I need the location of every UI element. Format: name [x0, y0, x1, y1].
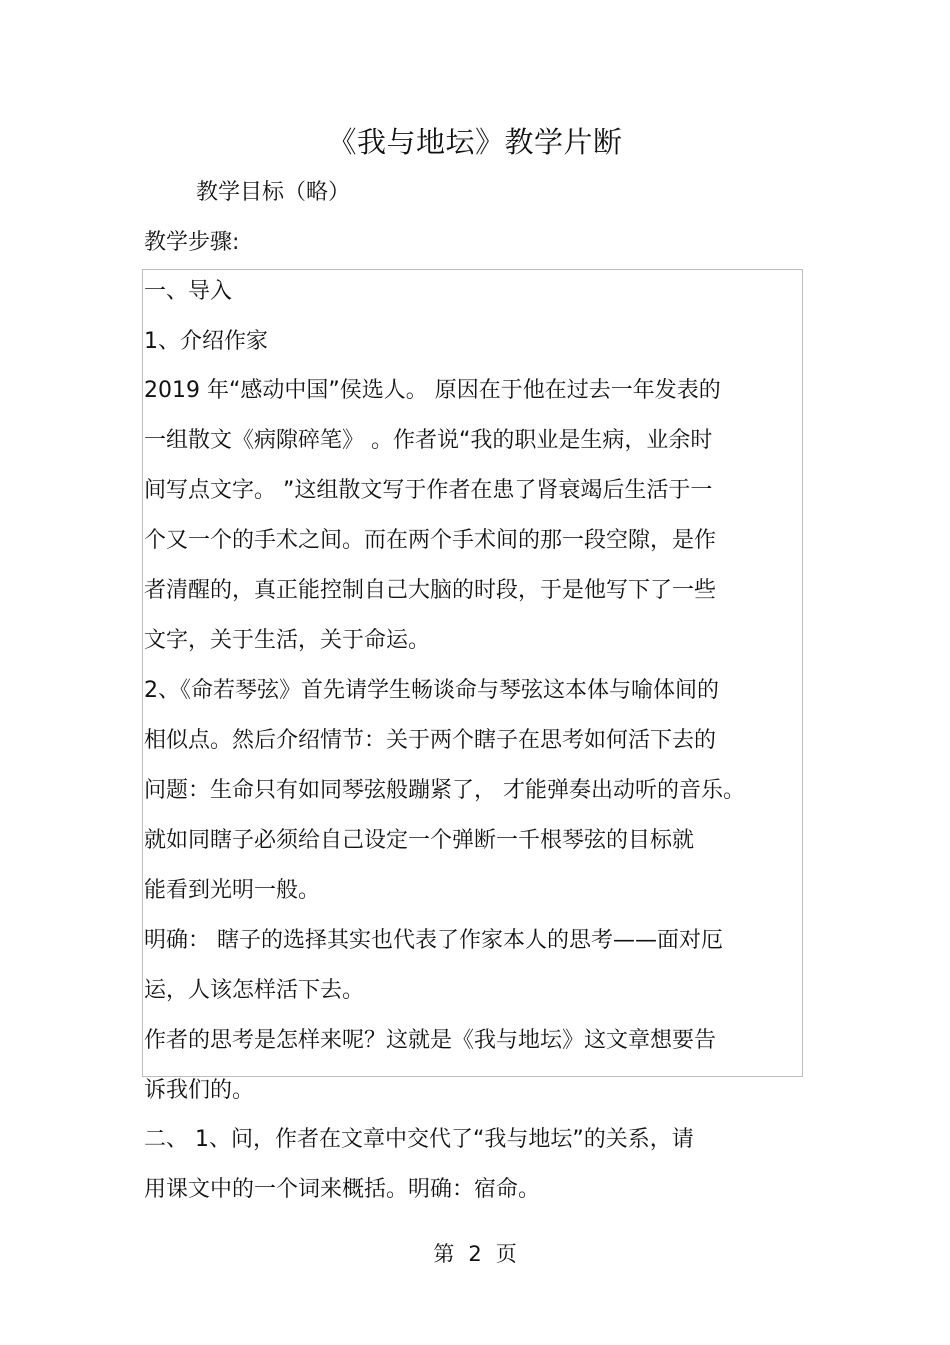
- text-line: 就如同瞎子必须给自己设定一个弹断一千根琴弦的目标就: [144, 828, 695, 853]
- page-suffix: 页: [495, 1242, 517, 1266]
- text-line: 一、导入: [144, 279, 233, 304]
- text-line: 作者的思考是怎样来呢？这就是《我与地坛》这文章想要告: [144, 1028, 717, 1053]
- text-line: 二、 1、问，作者在文章中交代了“我与地坛”的关系，请: [144, 1127, 694, 1152]
- text-line: 相似点。然后介绍情节：关于两个瞎子在思考如何活下去的: [144, 728, 717, 753]
- text-line: 用课文中的一个词来概括。明确：宿命。: [144, 1177, 541, 1202]
- text-line: 个又一个的手术之间。而在两个手术间的那一段空隙，是作: [144, 528, 717, 553]
- text-line: 能看到光明一般。: [144, 878, 321, 903]
- page-number: 2: [468, 1242, 482, 1266]
- objectives-line: 教学目标（略）: [196, 180, 351, 205]
- steps-heading: 教学步骤:: [144, 230, 240, 255]
- text-line: 者清醒的，真正能控制自己大脑的时段，于是他写下了一些: [144, 578, 717, 603]
- text-line: 诉我们的。: [144, 1078, 255, 1103]
- text-line: 一组散文《病隙碎笔》 。作者说“我的职业是生病，业余时: [144, 428, 713, 453]
- text-line: 文字，关于生活，关于命运。: [144, 628, 431, 653]
- text-line: 间写点文字。 ”这组散文写于作者在患了肾衰竭后生活于一: [144, 478, 713, 503]
- document-title: 《我与地坛》教学片断: [327, 125, 623, 159]
- text-line: 1、介绍作家: [144, 329, 268, 354]
- text-line: 明确： 瞎子的选择其实也代表了作家本人的思考——面对厄: [144, 928, 723, 953]
- page-footer: [0, 1239, 950, 1269]
- page-prefix: 第: [433, 1242, 455, 1266]
- text-line: 问题：生命只有如同琴弦般蹦紧了， 才能弹奏出动听的音乐。: [144, 778, 745, 803]
- text-line: 运，人该怎样活下去。: [144, 978, 365, 1003]
- text-line: 2019 年“感动中国”侯选人。 原因在于他在过去一年发表的: [144, 378, 721, 403]
- text-line: 2、《命若琴弦》首先请学生畅谈命与琴弦这本体与喻体间的: [144, 678, 719, 703]
